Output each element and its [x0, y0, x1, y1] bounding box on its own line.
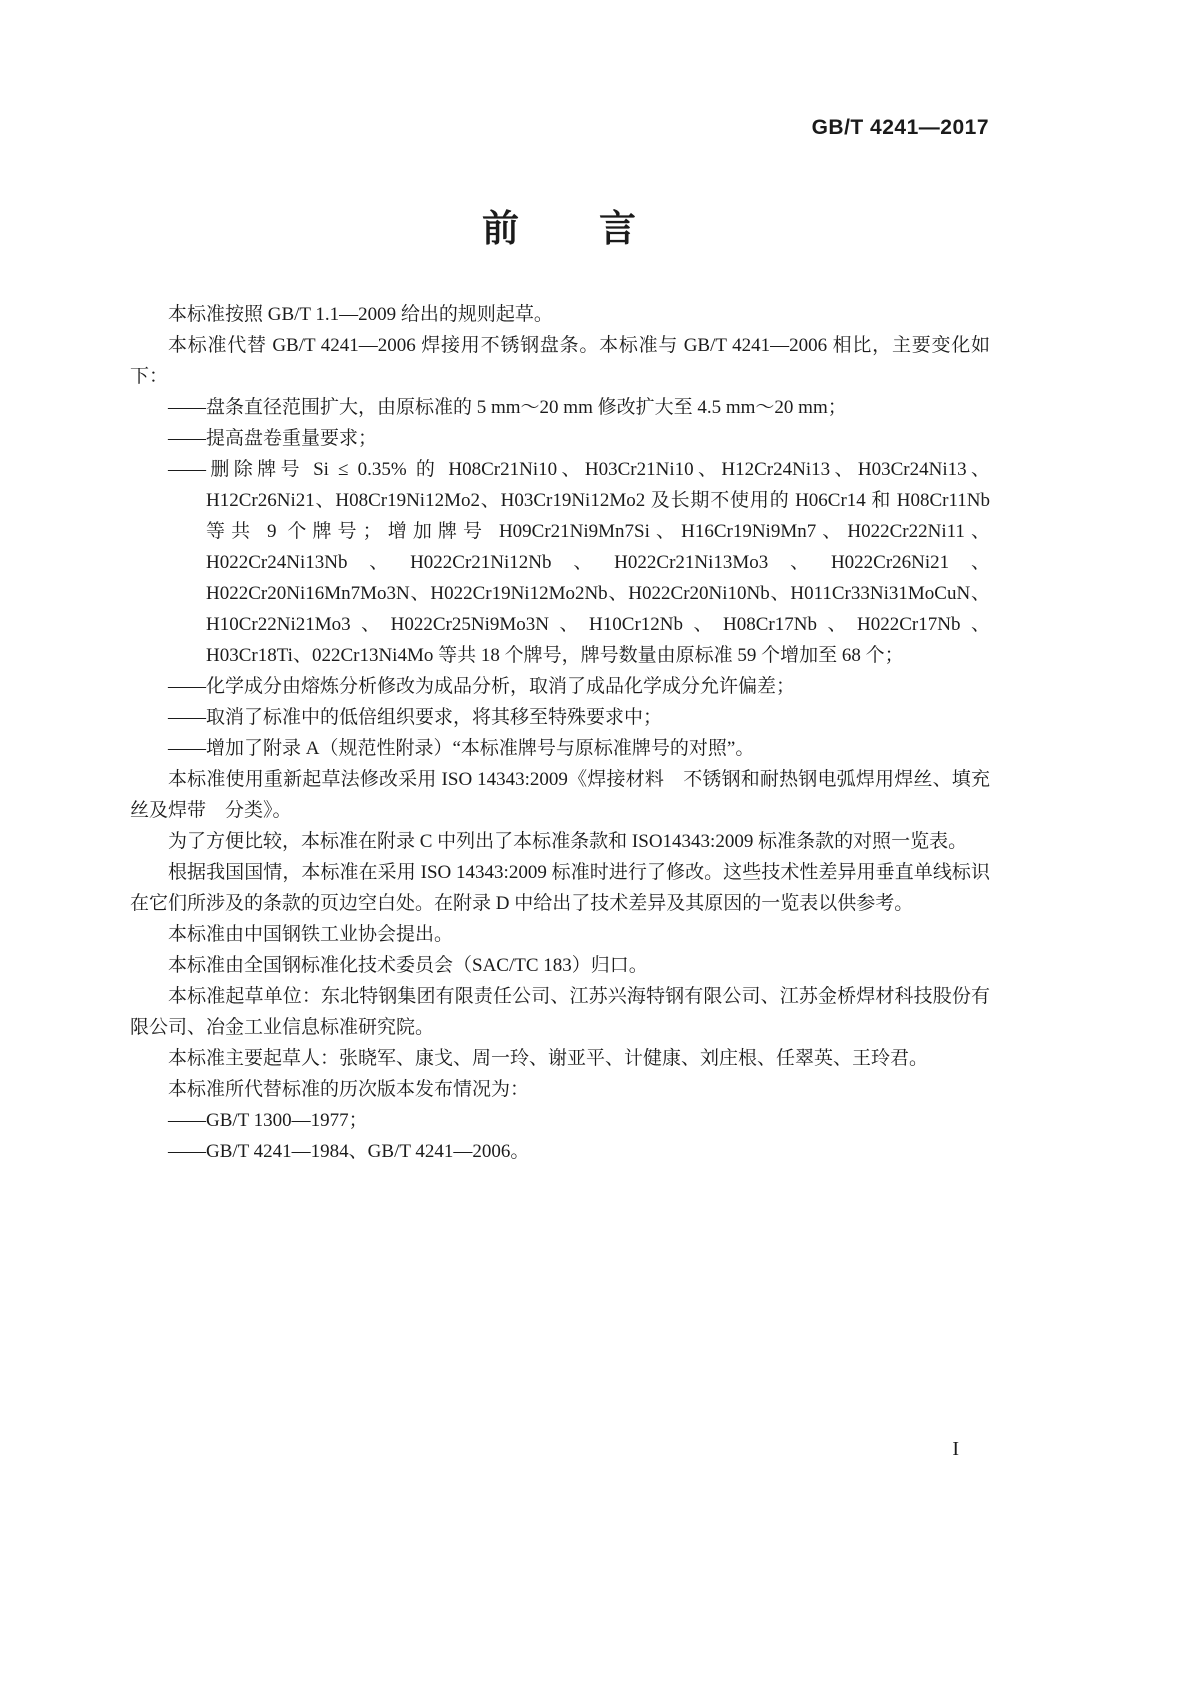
paragraph: 本标准按照 GB/T 1.1—2009 给出的规则起草。	[168, 304, 553, 325]
paragraph-list-item: ——删除牌号 Si ≤ 0.35% 的 H08Cr21Ni10、H03Cr21Ni10、H12Cr24Ni13、H03Cr24Ni13、H12Cr26Ni21、H08Cr19Ni12Mo2、H03Cr19Ni12Mo2 及长期不使用的 H06Cr14 和 H08Cr11Nb 等共 9 个牌号；增加牌号 H09Cr21Ni9Mn7Si、H16Cr19Ni9Mn7、H022Cr22Ni11、H022Cr24Ni13Nb、H022Cr21Ni12Nb、H022Cr21Ni13Mo3、H022Cr26Ni21、H022Cr20Ni16Mn7Mo3N、H022Cr19Ni12Mo2Nb、H022Cr20Ni10Nb、H011Cr33Ni31MoCuN、H10Cr22Ni21Mo3、H022Cr25Ni9Mo3N、H10Cr12Nb、H08Cr17Nb、H022Cr17Nb、H03Cr18Ti、022Cr13Ni4Mo 等共 18 个牌号，牌号数量由原标准 59 个增加至 68 个；	[168, 459, 990, 666]
paragraph: 根据我国国情，本标准在采用 ISO 14343:2009 标准时进行了修改。这些技术性差异用垂直单线标识在它们所涉及的条款的页边空白处。在附录 D 中给出了技术差异及其原因的一览表以供参考。	[130, 862, 990, 914]
paragraph-list-item: ——增加了附录 A（规范性附录）“本标准牌号与原标准牌号的对照”。	[168, 738, 755, 759]
paragraph-list-item: ——盘条直径范围扩大，由原标准的 5 mm～20 mm 修改扩大至 4.5 mm～20 mm；	[168, 397, 847, 418]
paragraph: 本标准由中国钢铁工业协会提出。	[168, 924, 454, 945]
paragraph-list-item: ——化学成分由熔炼分析修改为成品分析，取消了成品化学成分允许偏差；	[168, 676, 796, 697]
paragraph-list-item: ——提高盘卷重量要求；	[168, 428, 378, 449]
paragraph-list-item: ——GB/T 4241—1984、GB/T 4241—2006。	[168, 1141, 530, 1162]
paragraph-list-item: ——GB/T 1300—1977；	[168, 1110, 368, 1131]
standard-number: GB/T 4241—2017	[811, 116, 989, 139]
document-body	[130, 299, 990, 1167]
paragraph: 本标准代替 GB/T 4241—2006 焊接用不锈钢盘条。本标准与 GB/T 4241—2006 相比，主要变化如下：	[130, 335, 990, 387]
page-number: I	[952, 1438, 959, 1460]
paragraph-list-item: ——取消了标准中的低倍组织要求，将其移至特殊要求中；	[168, 707, 663, 728]
paragraph: 本标准所代替标准的历次版本发布情况为：	[168, 1079, 530, 1100]
paragraph: 本标准主要起草人：张晓军、康戈、周一玲、谢亚平、计健康、刘庄根、任翠英、王玲君。	[168, 1048, 929, 1069]
paragraph: 本标准起草单位：东北特钢集团有限责任公司、江苏兴海特钢有限公司、江苏金桥焊材科技股份有限公司、冶金工业信息标准研究院。	[130, 986, 990, 1038]
paragraph: 为了方便比较，本标准在附录 C 中列出了本标准条款和 ISO14343:2009 标准条款的对照一览表。	[168, 831, 968, 852]
page-title: 前 言	[482, 208, 638, 249]
paragraph: 本标准使用重新起草法修改采用 ISO 14343:2009《焊接材料 不锈钢和耐热钢电弧焊用焊丝、填充丝及焊带 分类》。	[130, 769, 990, 821]
paragraph: 本标准由全国钢标准化技术委员会（SAC/TC 183）归口。	[168, 955, 648, 976]
